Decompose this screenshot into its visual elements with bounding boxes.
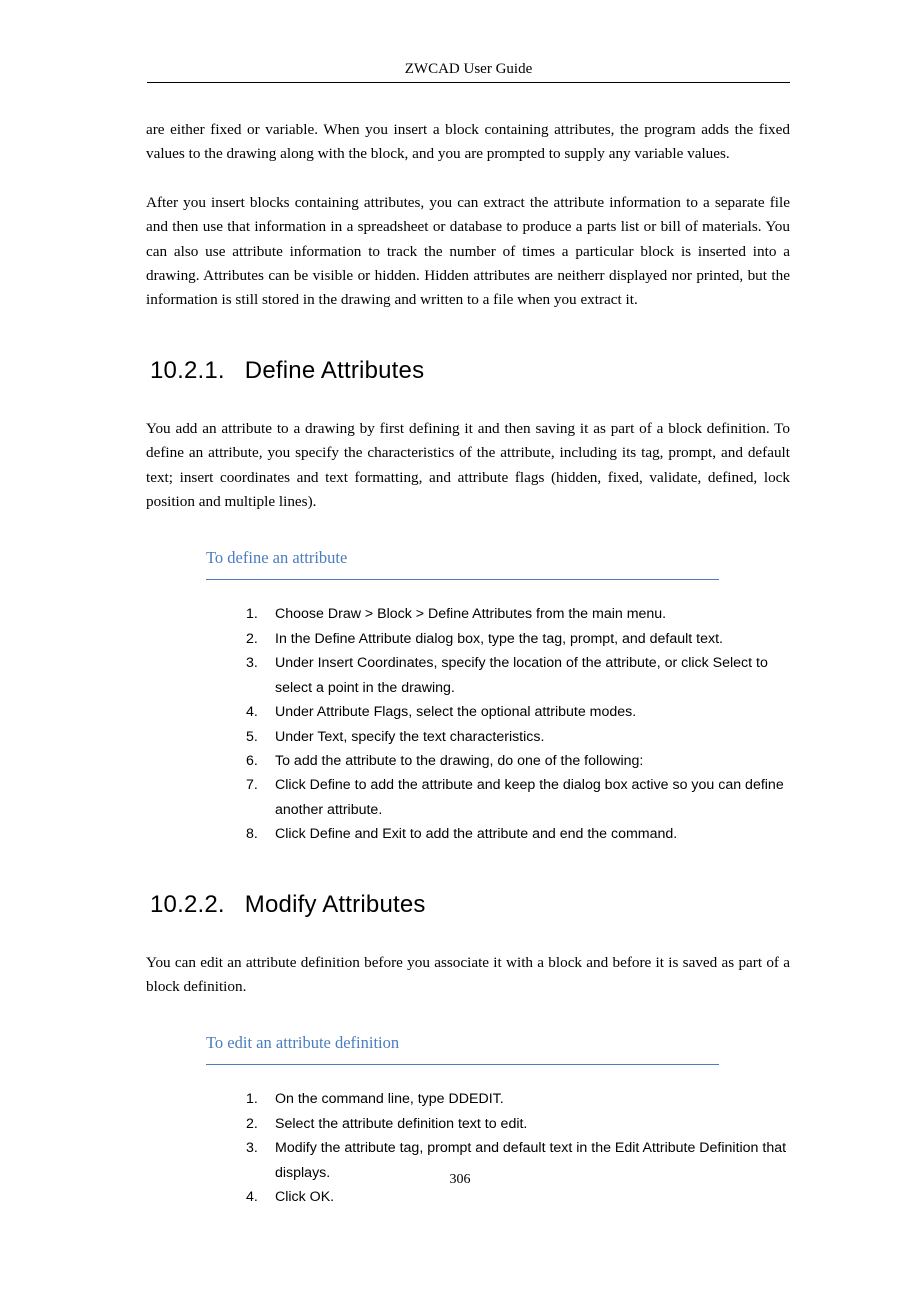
step-text: To add the attribute to the drawing, do one of the following: [275, 752, 644, 769]
procedure-title: To edit an attribute definition [206, 1033, 400, 1053]
step-item [246, 1112, 790, 1136]
step-item [246, 725, 790, 749]
step-number: 5. [246, 728, 258, 745]
header-title: ZWCAD User Guide [404, 61, 533, 77]
step-number: 7. [246, 777, 258, 794]
section-heading [150, 357, 790, 385]
step-number: 2. [246, 1115, 258, 1132]
section-number: 10.2.2. [150, 890, 225, 918]
step-item [246, 602, 790, 626]
step-text: Under Attribute Flags, select the optional attribute modes. [275, 704, 637, 721]
step-list [246, 602, 790, 846]
procedure-header [206, 548, 719, 580]
step-number: 1. [246, 606, 258, 623]
procedure-header [206, 1033, 719, 1065]
step-text: Click OK. [275, 1188, 335, 1205]
paragraph: You add an attribute to a drawing by first defining it and then saving it as part of a block definition. To define an attribute, you specify the characteristics of the attribute, including its tag, prompt, and default text; insert coordinates and text formatting, and attribute flags (hidden, fixed, validate, defined, lock position and multiple lines). [146, 419, 790, 511]
header-rule [147, 82, 790, 83]
step-text: Select the attribute definition text to edit. [275, 1115, 528, 1132]
step-text: Under Insert Coordinates, specify the location of the attribute, or click Select to select a point in the drawing. [275, 655, 768, 696]
step-item [246, 773, 790, 822]
step-number: 4. [246, 704, 258, 721]
step-number: 4. [246, 1188, 258, 1205]
step-number: 1. [246, 1091, 258, 1108]
step-text: In the Define Attribute dialog box, type the tag, prompt, and default text. [275, 630, 723, 647]
paragraph: You can edit an attribute definition before you associate it with a block and before it is saved as part of a block definition. [146, 953, 790, 995]
step-item [246, 627, 790, 651]
paragraph: are either fixed or variable. When you insert a block containing attributes, the program adds the fixed values to the drawing along with the block, and you are prompted to supply any variable values. [146, 121, 790, 163]
step-text: On the command line, type DDEDIT. [275, 1091, 504, 1108]
step-item [246, 749, 790, 773]
step-text: Click Define to add the attribute and keep the dialog box active so you can define another attribute. [275, 777, 784, 818]
step-item [246, 822, 790, 846]
paragraph: After you insert blocks containing attributes, you can extract the attribute information to a separate file and then use that information in a spreadsheet or database to produce a parts list or bill of materials. You can also use attribute information to track the number of times a particular block is inserted into a drawing. Attributes can be visible or hidden. Hidden attributes are neitherr displayed nor printed, but the information is still stored in the drawing and written to a file when you extract it. [146, 193, 790, 309]
step-text: Under Text, specify the text characteristics. [275, 728, 545, 745]
procedure-title: To define an attribute [206, 548, 348, 568]
step-list [246, 1087, 790, 1209]
step-number: 3. [246, 1140, 258, 1157]
step-number: 8. [246, 826, 258, 843]
section-title: Define Attributes [244, 356, 425, 384]
section-number: 10.2.1. [150, 356, 225, 384]
step-text: Modify the attribute tag, prompt and default text in the Edit Attribute Definition that displays. [275, 1140, 787, 1181]
step-item [246, 1185, 790, 1209]
step-number: 6. [246, 752, 258, 769]
step-item [246, 700, 790, 724]
step-number: 2. [246, 630, 258, 647]
step-item [246, 651, 790, 700]
section-title: Modify Attributes [244, 890, 426, 918]
page-content [146, 118, 790, 1209]
step-number: 3. [246, 655, 258, 672]
step-item [246, 1087, 790, 1111]
step-text: Click Define and Exit to add the attribute and end the command. [275, 826, 678, 843]
step-text: Choose Draw > Block > Define Attributes from the main menu. [275, 606, 667, 623]
footer-page-number: 306 [449, 1172, 471, 1187]
section-heading [150, 891, 790, 919]
